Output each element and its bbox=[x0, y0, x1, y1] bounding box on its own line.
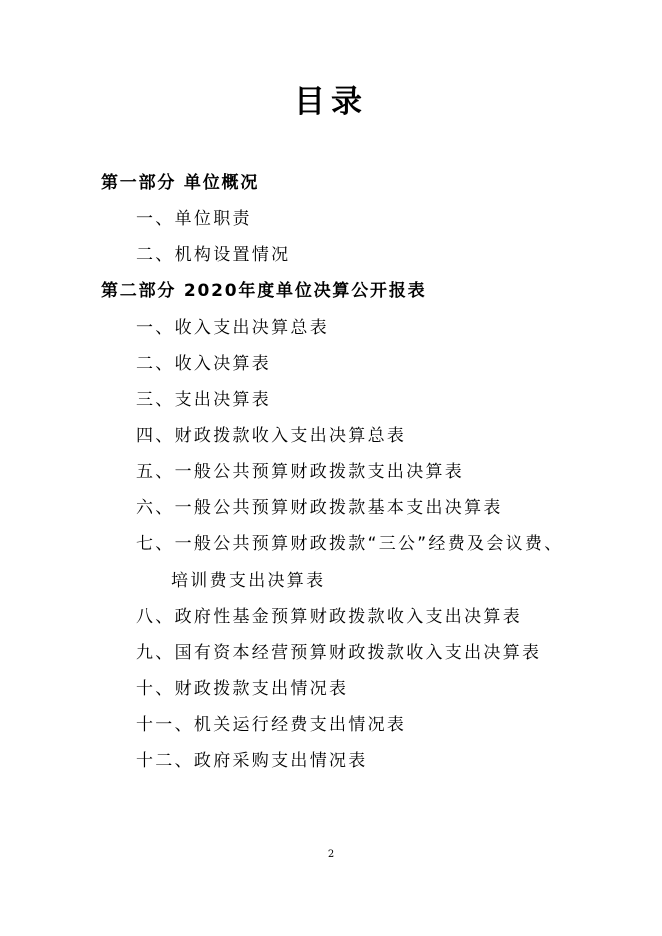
toc-item: 八、政府性基金预算财政拨款收入支出决算表 bbox=[136, 607, 522, 627]
page-title: 目录 bbox=[294, 84, 368, 120]
toc-item: 三、支出决算表 bbox=[136, 390, 272, 410]
toc-item: 七、一般公共预算财政拨款“三公”经费及会议费、 bbox=[136, 534, 564, 554]
toc-item: 一、单位职责 bbox=[136, 209, 252, 229]
toc-item: 二、机构设置情况 bbox=[136, 245, 291, 265]
toc-part1-heading: 第一部分 单位概况 bbox=[101, 173, 260, 193]
toc-item: 五、一般公共预算财政拨款支出决算表 bbox=[136, 462, 465, 482]
toc-item: 十一、机关运行经费支出情况表 bbox=[136, 715, 407, 735]
toc-item: 一、收入支出决算总表 bbox=[136, 318, 329, 338]
toc-item: 二、收入决算表 bbox=[136, 354, 272, 374]
toc-item-continuation: 培训费支出决算表 bbox=[171, 571, 326, 591]
page-number: 2 bbox=[327, 849, 335, 860]
toc-item: 六、一般公共预算财政拨款基本支出决算表 bbox=[136, 498, 503, 518]
toc-part2-heading: 第二部分 2020年度单位决算公开报表 bbox=[101, 281, 427, 301]
toc-item: 四、财政拨款收入支出决算总表 bbox=[136, 426, 407, 446]
toc-item: 十二、政府采购支出情况表 bbox=[136, 751, 368, 771]
toc-item: 十、财政拨款支出情况表 bbox=[136, 679, 349, 699]
toc-item: 九、国有资本经营预算财政拨款收入支出决算表 bbox=[136, 643, 542, 663]
